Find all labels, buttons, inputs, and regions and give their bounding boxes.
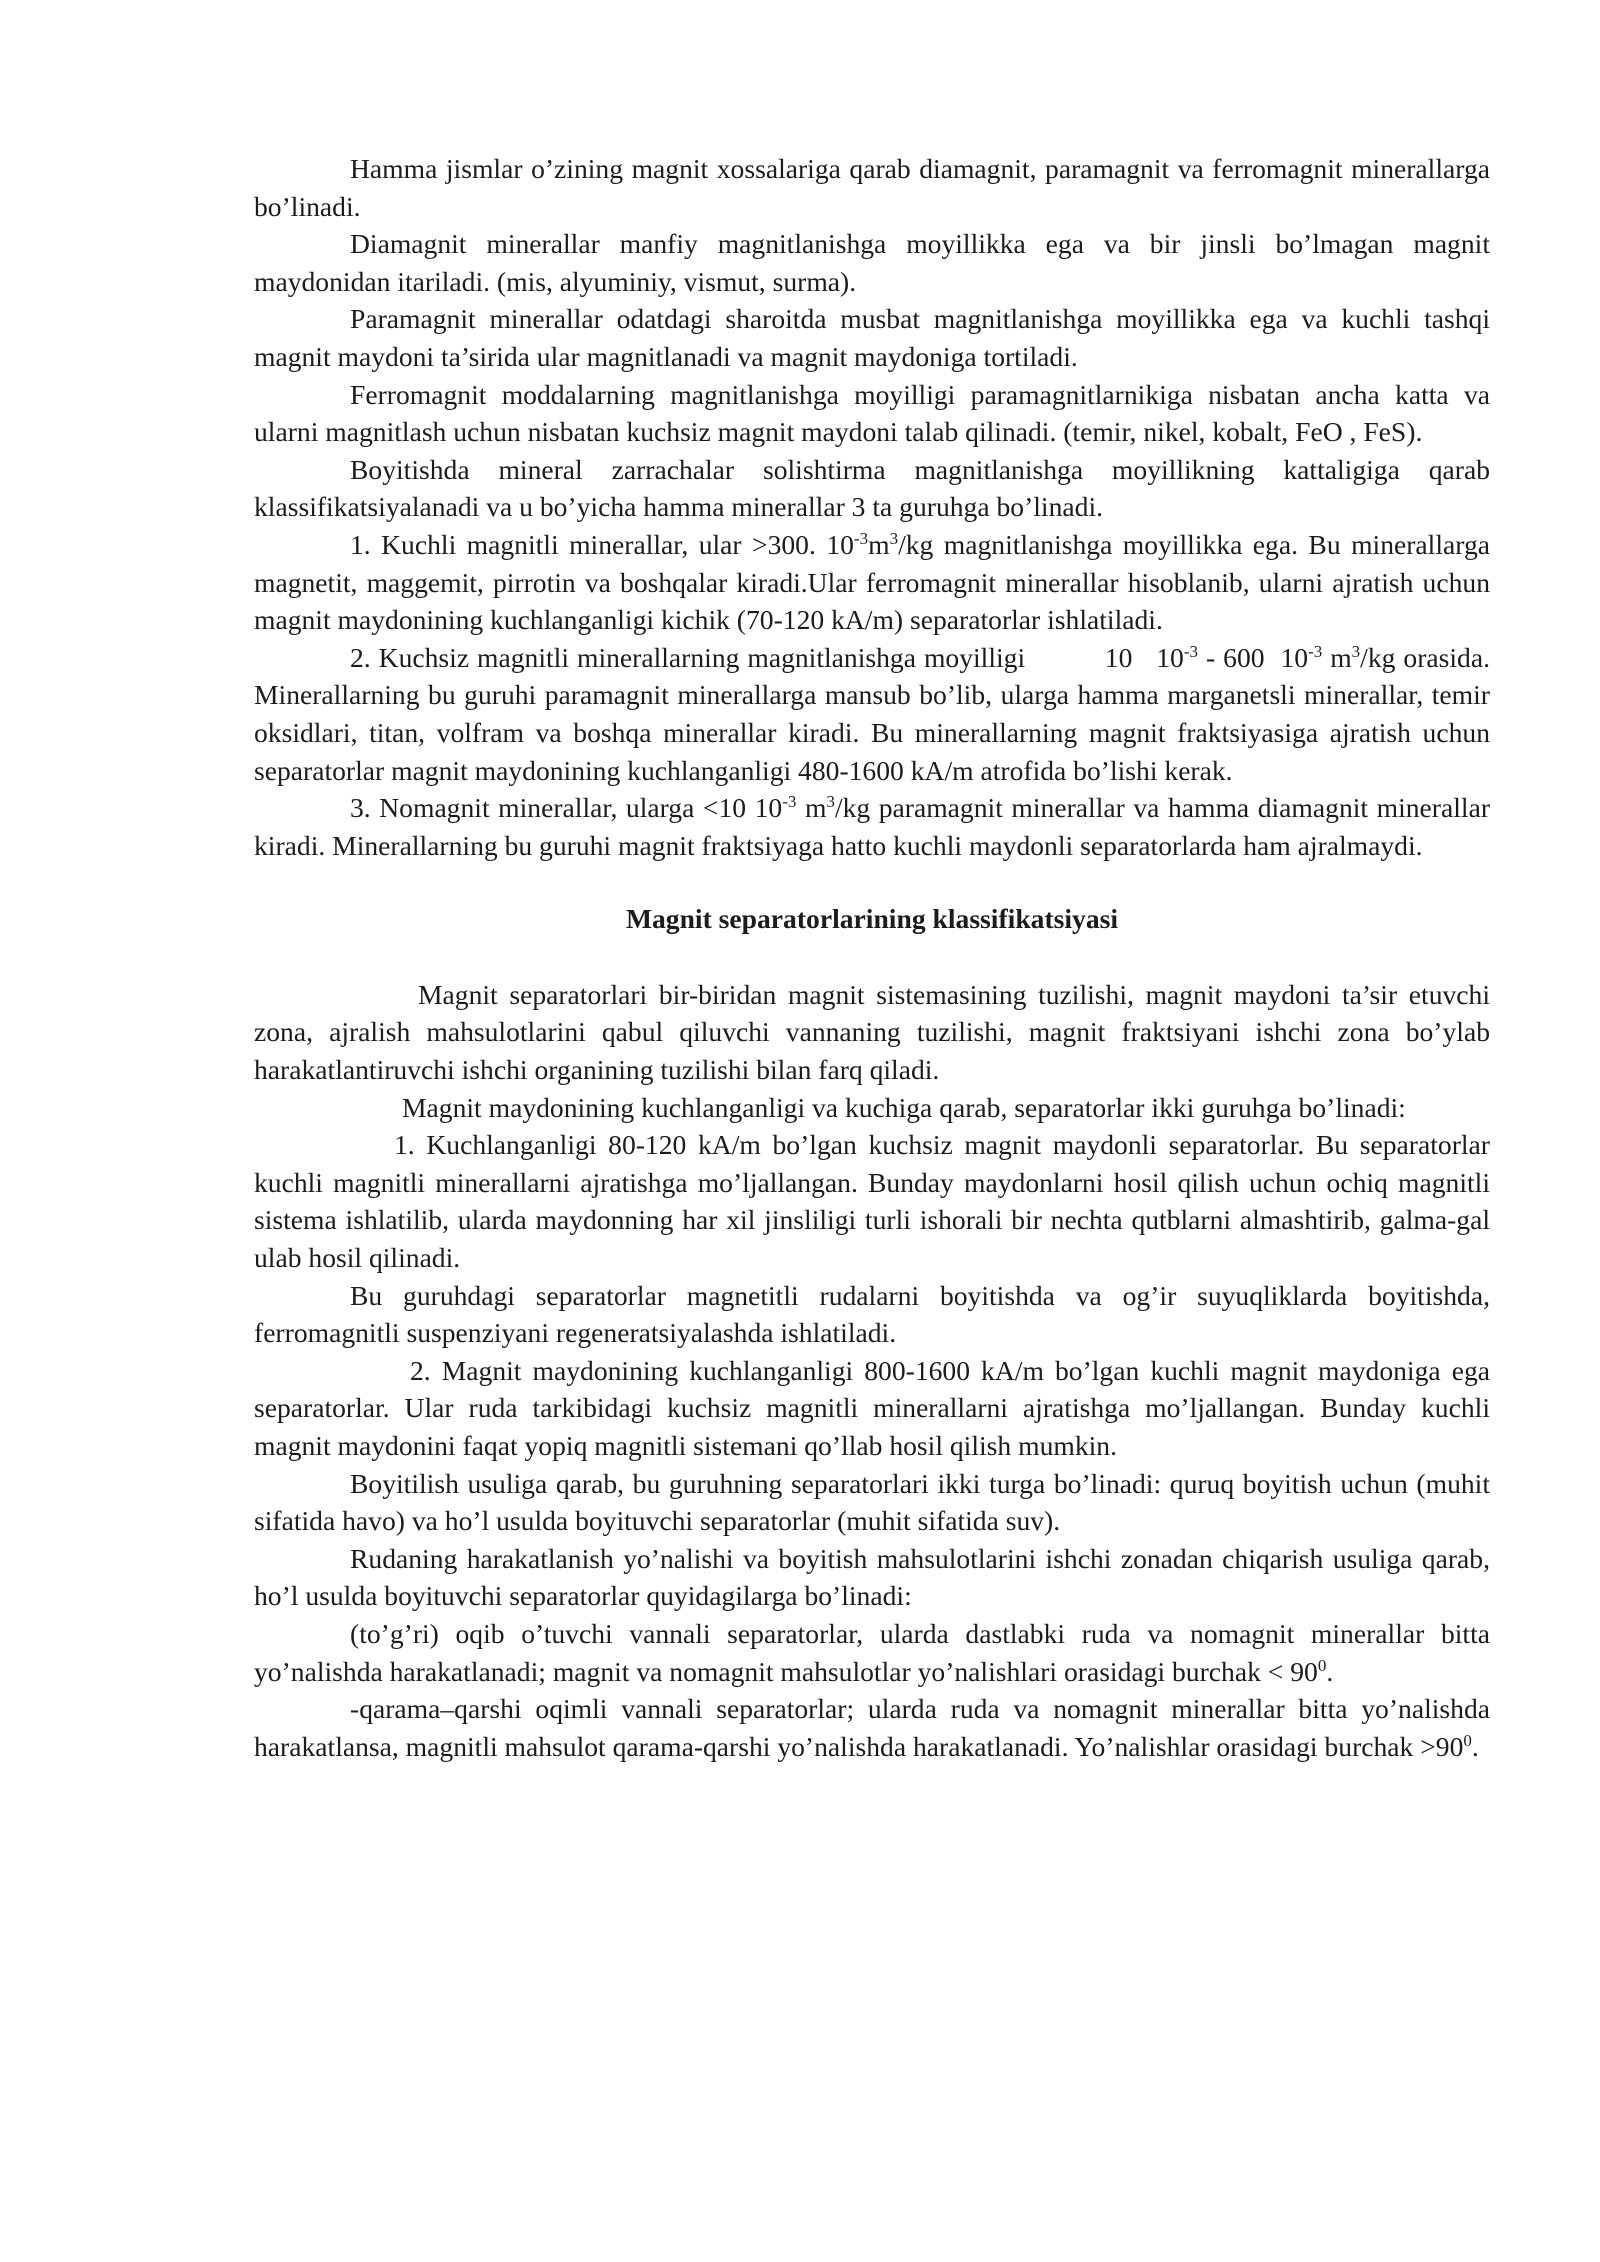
p14-text-a: -qarama–qarshi oqimli vannali separatorlar; ularda ruda va nomagnit minerallar bitta yo’nalishda harakatlansa, magnitli mahsulot qarama-qarshi yo’nalishda harakatlanadi. Yo’nalishlar orasidagi burchak >90 [254,1693,1490,1762]
item2-text-a: 2. Kuchsiz magnitli minerallarning magnitlanishga moyilligi 10 10 [350,641,1184,673]
paragraph-wet-separator-types: Rudaning harakatlanish yo’nalishi va boyitish mahsulotlarini ishchi zonadan chiqarish usuliga qarab, ho’l usulda boyituvchi separatorlar quyidagilarga bo’linadi: [254,1542,1490,1612]
list-item-weak-magnetic [254,639,1497,789]
paragraph-direct-flow [254,1615,1490,1690]
list-item-nonmagnetic [254,789,1490,864]
item1-text-a: 1. Kuchli magnitli minerallar, ular >300. 10 [350,528,854,560]
paragraph-strong-field-separators: 2. Magnit maydonining kuchlanganligi 800-1600 kA/m bo’lgan kuchli magnit maydoniga ega separatorlar. Ular ruda tarkibidagi kuchsiz magnitli minerallarni ajratishga mo’ljallangan. Bunday kuchli magnit maydonini faqat yopiq magnitli sistemani qo’llab hosil qilish mumkin. [254,1354,1490,1461]
p14-text-b: . [1471,1730,1479,1762]
paragraph-diamagnetic: Diamagnit minerallar manfiy magnitlanishga moyillikka ega va bir jinsli bo’lmagan magnit maydonidan itariladi. (mis, alyuminiy, vismut, surma). [254,228,1490,297]
item3-text-c: /kg paramagnit minerallar va hamma diamagnit minerallar kiradi. Minerallarning bu guruhi magnit fraktsiyaga hatto kuchli maydonli separatorlarda ham ajralmaydi. [254,792,1491,861]
paragraph-separator-differences: Magnit separatorlari bir-biridan magnit sistemasining tuzilishi, magnit maydoni ta’sir etuvchi zona, ajralish mahsulotlarini qabul qiluvchi vannaning tuzilishi, magnit fraktsiyani ishchi zona bo’ylab harakatlantiruvchi ishchi organining tuzilishi bilan farq qiladi. [254,978,1490,1086]
section-heading: Magnit separatorlarining klassifikatsiyasi [625,903,1119,935]
p13-text-b: . [1326,1655,1334,1687]
paragraph-weak-field-usage: Bu guruhdagi separatorlar magnetitli rudalarni boyitishda va og’ir suyuqliklarda boyitishda, ferromagnitli suspenziyani regeneratsiyalashda ishlatiladi. [254,1279,1490,1349]
p13-text-a: (to’g’ri) oqib o’tuvchi vannali separatorlar, ularda dastlabki ruda va nomagnit minerallar bitta yo’nalishda harakatlanadi; magnit va nomagnit mahsulotlar yo’nalishlari orasidagi burchak < 90 [254,1617,1490,1687]
p14-exponent: 0 [1463,1730,1472,1750]
item3-exponent-2: 3 [826,791,835,811]
item1-exponent-1: -3 [853,528,869,548]
paragraph-paramagnetic: Paramagnit minerallar odatdagi sharoitda musbat magnitlanishga moyillikka ega va kuchli tashqi magnit maydoni ta’sirida ular magnitlanadi va magnit maydoniga tortiladi. [254,303,1490,372]
item3-exponent-1: -3 [782,791,797,811]
item2-exponent-3: 3 [1351,641,1361,661]
paragraph-counter-flow [254,1690,1490,1765]
p13-exponent: 0 [1317,1655,1327,1675]
paragraph-weak-field-separators: 1. Kuchlanganligi 80-120 kA/m bo’lgan kuchsiz magnit maydonli separatorlar. Bu separatorlar kuchli magnitli minerallarni ajratishga mo’ljallangan. Bunday maydonlarni hosil qilish uchun ochiq magnitli sistema ishlatilib, ularda maydonning har xil jinsliligi turli ishorali bir nechta qutblarni almashtirib, galma-gal ulab hosil qilinadi. [254,1129,1490,1274]
document-page [254,150,1497,1765]
list-item-strong-magnetic [254,526,1490,639]
paragraph-intro: Hamma jismlar o’zining magnit xossalariga qarab diamagnit, paramagnit va ferromagnit minerallarga bo’linadi. [254,153,1490,222]
item3-text-b: m [796,792,827,824]
item2-exponent-1: -3 [1183,641,1199,661]
paragraph-classification-intro: Boyitishda mineral zarrachalar solishtirma magnitlanishga moyillikning kattaligiga qarab klassifikatsiyalanadi va u bo’yicha hamma minerallar 3 ta guruhga bo’linadi. [254,453,1490,523]
paragraph-two-groups: Magnit maydonining kuchlanganligi va kuchiga qarab, separatorlar ikki guruhga bo’linadi: [402,1091,1406,1123]
item2-text-b: - 600 10 [1198,641,1309,673]
item1-text-b: m [868,528,890,560]
item1-exponent-2: 3 [889,528,899,548]
item1-text-c: /kg magnitlanishga moyillikka ega. Bu minerallarga magnetit, maggemit, pirrotin va boshqalar kiradi.Ular ferromagnit minerallar hisoblanib, ularni ajratish uchun magnit maydonining kuchlanganligi kichik (70-120 kA/m) separatorlar ishlatiladi. [254,528,1490,636]
item2-text-d: /kg orasida. Minerallarning bu guruhi paramagnit minerallarga mansub bo’lib, ularga hamma marganetsli minerallar, temir oksidlari, titan, volfram va boshqa minerallar kiradi. Bu minerallarning magnit fraktsiyasiga ajratish uchun separatorlar magnit maydonining kuchlanganligi 480-1600 kA/m atrofida bo’lishi kerak. [254,641,1497,786]
paragraph-ferromagnetic: Ferromagnit moddalarning magnitlanishga moyilligi paramagnitlarnikiga nisbatan ancha katta va ularni magnitlash uchun nisbatan kuchsiz magnit maydoni talab qilinadi. (temir, nikel, kobalt, FeO , FeS). [254,378,1490,448]
item2-text-c: m [1322,641,1352,673]
item3-text-a: 3. Nomagnit minerallar, ularga <10 10 [350,792,783,824]
paragraph-enrichment-types: Boyitilish usuliga qarab, bu guruhning separatorlari ikki turga bo’linadi: quruq boyitish uchun (muhit sifatida havo) va ho’l usulda boyituvchi separatorlar (muhit sifatida suv). [254,1467,1490,1537]
item2-exponent-2: -3 [1308,641,1323,661]
